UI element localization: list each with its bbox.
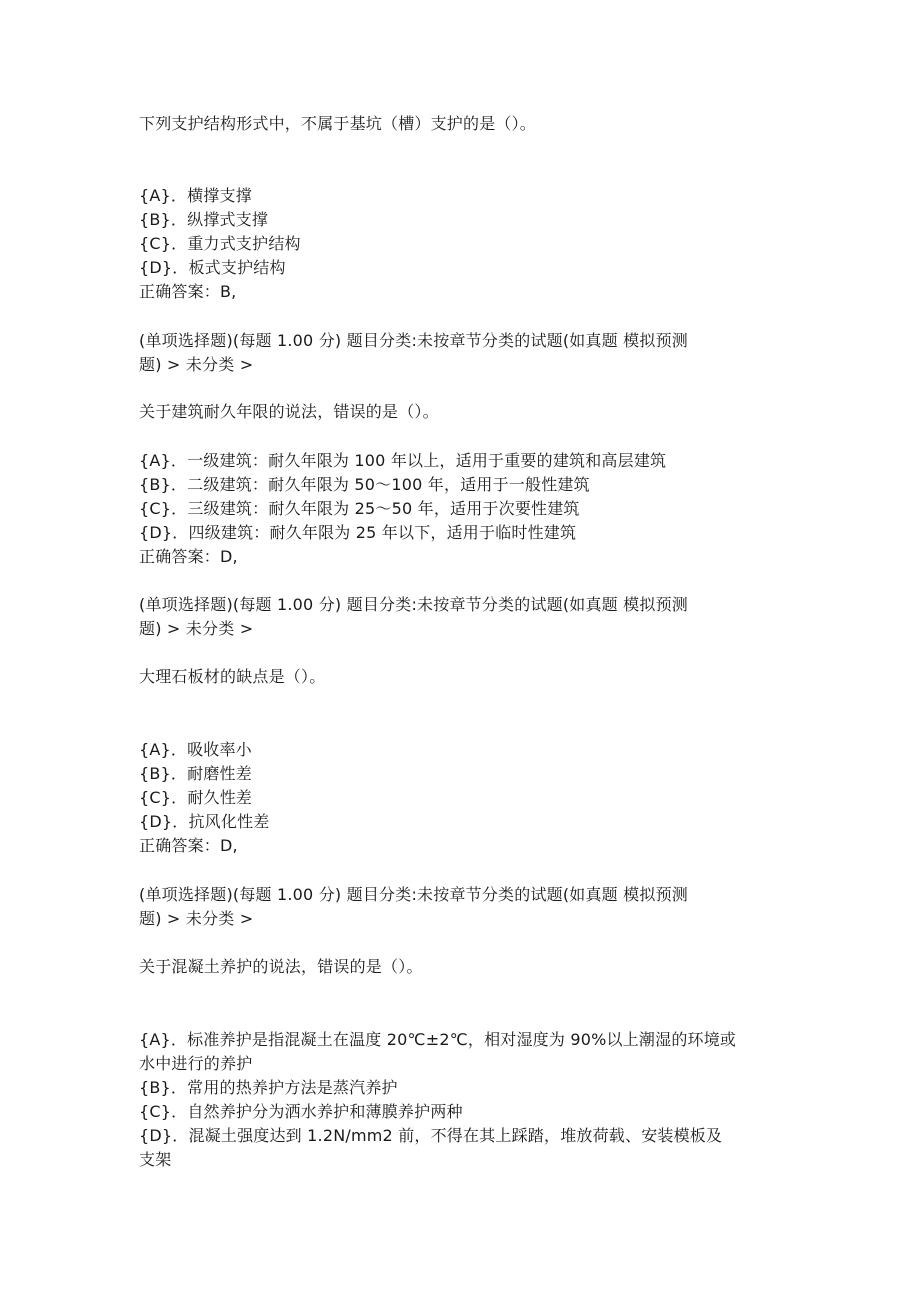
question-1-answer: 正确答案：B, xyxy=(139,282,237,301)
question-1-option-a: {A}．横撑支撑 xyxy=(139,186,252,205)
question-1-option-d: {D}．板式支护结构 xyxy=(139,258,286,277)
question-4-option-d-continued: 支架 xyxy=(139,1150,172,1169)
question-4-option-b: {B}．常用的热养护方法是蒸汽养护 xyxy=(139,1078,398,1097)
question-2-option-d: {D}．四级建筑：耐久年限为 25 年以下，适用于临时性建筑 xyxy=(139,523,577,542)
question-2-meta-line1: (单项选择题)(每题 1.00 分) 题目分类:未按章节分类的试题(如真题 模拟预测 xyxy=(139,331,688,350)
question-3-meta-line2: 题) > 未分类 > xyxy=(139,619,254,638)
question-4-stem: 关于混凝土养护的说法，错误的是（）。 xyxy=(139,957,423,976)
question-1-stem: 下列支护结构形式中，不属于基坑（槽）支护的是（）。 xyxy=(139,114,537,133)
question-2-stem: 关于建筑耐久年限的说法，错误的是（）。 xyxy=(139,402,439,421)
question-2-meta-line2: 题) > 未分类 > xyxy=(139,355,254,374)
question-4-option-a: {A}．标准养护是指混凝土在温度 20℃±2℃，相对湿度为 90%以上潮湿的环境或 xyxy=(139,1030,737,1049)
question-4-meta-line1: (单项选择题)(每题 1.00 分) 题目分类:未按章节分类的试题(如真题 模拟预测 xyxy=(139,885,688,904)
question-3-meta-line1: (单项选择题)(每题 1.00 分) 题目分类:未按章节分类的试题(如真题 模拟预测 xyxy=(139,595,688,614)
question-3-stem: 大理石板材的缺点是（）。 xyxy=(139,667,326,686)
question-2-option-a: {A}．一级建筑：耐久年限为 100 年以上，适用于重要的建筑和高层建筑 xyxy=(139,451,667,470)
question-2-answer: 正确答案：D, xyxy=(139,547,238,566)
question-4-option-a-continued: 水中进行的养护 xyxy=(139,1054,253,1073)
question-2-option-c: {C}．三级建筑：耐久年限为 25～50 年，适用于次要性建筑 xyxy=(139,499,580,518)
question-4-option-d: {D}．混凝土强度达到 1.2N/mm2 前，不得在其上踩踏，堆放荷载、安装模板及 xyxy=(139,1126,723,1145)
question-3-answer: 正确答案：D, xyxy=(139,836,238,855)
question-4-option-c: {C}．自然养护分为洒水养护和薄膜养护两种 xyxy=(139,1102,463,1121)
question-4-meta-line2: 题) > 未分类 > xyxy=(139,909,254,928)
question-3-option-a: {A}．吸收率小 xyxy=(139,740,252,759)
question-2-option-b: {B}．二级建筑：耐久年限为 50～100 年，适用于一般性建筑 xyxy=(139,475,590,494)
question-3-option-d: {D}．抗风化性差 xyxy=(139,812,270,831)
question-3-option-c: {C}．耐久性差 xyxy=(139,788,253,807)
question-3-option-b: {B}．耐磨性差 xyxy=(139,764,252,783)
question-1-option-b: {B}．纵撑式支撑 xyxy=(139,210,269,229)
question-1-option-c: {C}．重力式支护结构 xyxy=(139,234,301,253)
